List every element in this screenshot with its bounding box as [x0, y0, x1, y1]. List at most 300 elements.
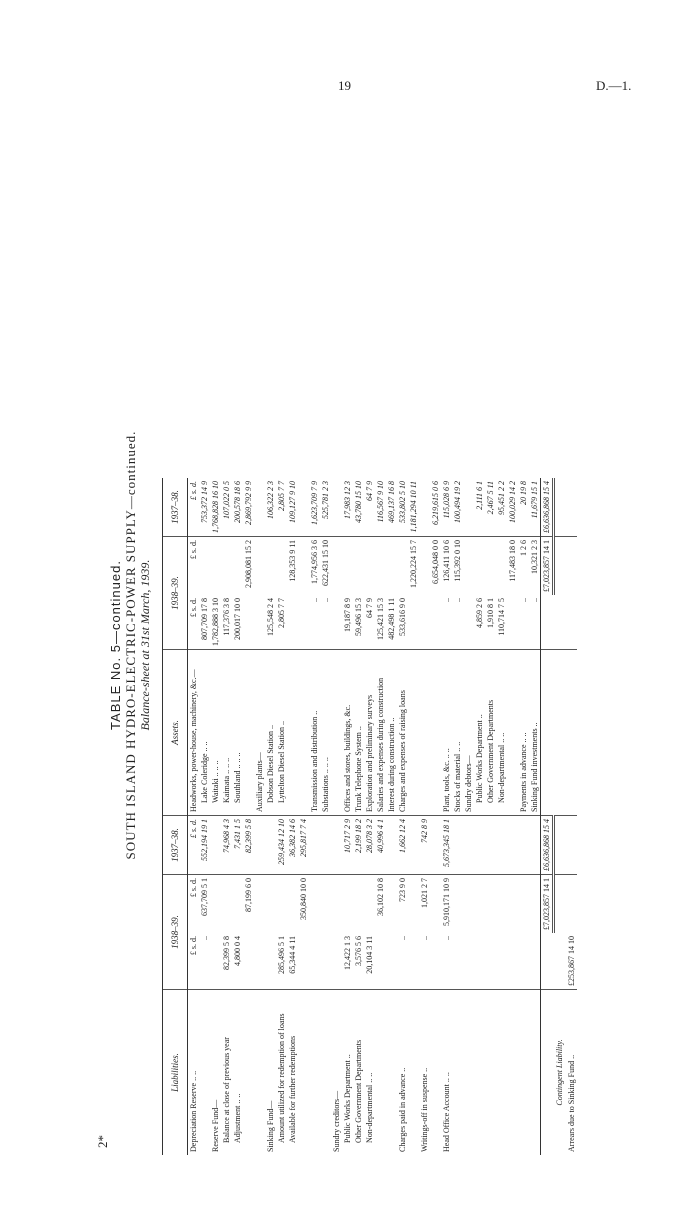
asset-item-1939: .. — [452, 595, 463, 650]
asset-1938: 753,372 14 9 — [199, 478, 210, 537]
asset-total-1939: 10,321 2 3 — [529, 537, 541, 596]
liability-item-1939 — [452, 933, 463, 990]
liability-item-1939 — [507, 933, 518, 990]
table-row — [430, 478, 441, 1155]
liability-label — [199, 990, 210, 1156]
liability-1938: 28,078 3 2 — [364, 816, 375, 875]
total-liabilities-1939: £7,023,857 14 1 — [541, 875, 554, 934]
table-row — [298, 478, 309, 1155]
liability-total-1939 — [474, 875, 485, 934]
asset-total-1939 — [485, 537, 496, 596]
liability-1938 — [254, 816, 265, 875]
table-row — [474, 478, 485, 1155]
header-row — [163, 478, 188, 1155]
asset-item-1939: 807,709 17 8 — [199, 595, 210, 650]
asset-label: Plant, tools, &c. .. .. — [441, 650, 452, 816]
table-row — [507, 478, 518, 1155]
liability-total-1939 — [386, 875, 397, 934]
page-reference: D.—1. — [596, 78, 632, 93]
asset-item-1939: 482,498 1 11 — [386, 595, 397, 650]
liability-total-1939 — [342, 875, 353, 934]
liability-total-1939 — [265, 875, 276, 934]
asset-1938 — [463, 478, 474, 537]
table-row — [364, 478, 375, 1155]
rotated-balance-sheet — [108, 135, 628, 1155]
liability-1938 — [408, 816, 419, 875]
contingent-label: Arrears due to Sinking Fund .. — [567, 1054, 576, 1152]
asset-label — [507, 650, 518, 816]
liability-item-1939 — [298, 933, 309, 990]
table-row — [375, 478, 386, 1155]
asset-label — [287, 650, 298, 816]
liability-item-1939: 20,104 3 11 — [364, 933, 375, 990]
asset-label: Payments in advance .. .. — [518, 650, 529, 816]
asset-total-1939 — [276, 537, 287, 596]
table-row — [529, 478, 541, 1155]
liability-label: Available for further redemptions — [288, 1035, 297, 1143]
asset-total-1939 — [199, 537, 210, 596]
liability-label — [386, 990, 397, 1156]
table-subtitle: Balance-sheet at 31st March, 1939. — [138, 559, 152, 731]
asset-item-1939: 59,496 15 3 — [353, 595, 364, 650]
liability-item-1939: .. — [397, 933, 408, 990]
table-row — [309, 478, 320, 1155]
asset-1938: 1,181,294 10 11 — [408, 478, 419, 537]
asset-item-1939: .. — [320, 595, 331, 650]
liability-label — [452, 990, 463, 1156]
contingent-value: £253,867 14 10 — [566, 933, 577, 990]
liability-label — [507, 990, 518, 1156]
liability-1938 — [430, 816, 441, 875]
asset-label: Auxiliary plants— — [254, 650, 265, 816]
total-assets-1939: £7,023,857 14 1 — [541, 537, 554, 596]
liability-item-1939 — [496, 933, 507, 990]
asset-total-1939 — [342, 537, 353, 596]
liability-total-1939: 350,840 10 0 — [299, 878, 308, 920]
asset-1938: 95,451 2 2 — [496, 478, 507, 537]
liability-1938: 742 8 9 — [419, 816, 430, 875]
liability-total-1939 — [309, 875, 320, 934]
table-row — [331, 478, 342, 1155]
asset-1938: 525,781 2 3 — [320, 478, 331, 537]
table-row — [221, 478, 232, 1155]
title-block — [108, 135, 153, 1155]
liability-1938 — [386, 816, 397, 875]
totals-row — [541, 478, 554, 1155]
table-row — [408, 478, 419, 1155]
asset-1938: 109,127 9 10 — [287, 478, 298, 537]
footer-mark: 2* — [95, 1135, 110, 1148]
asset-1938 — [254, 478, 265, 537]
liability-total-1939 — [353, 875, 364, 934]
asset-1938: 11,679 15 1 — [529, 478, 541, 537]
asset-1938: 100,029 14 2 — [507, 478, 518, 537]
liability-total-1939 — [287, 875, 298, 934]
asset-total-1939: 622,431 15 10 — [321, 540, 330, 586]
asset-item-1939: 4,859 2 6 — [474, 595, 485, 650]
asset-label: Offices and stores, buildings, &c. — [342, 650, 353, 816]
liability-label — [430, 990, 441, 1156]
liability-1938: 7,431 1 5 — [232, 816, 243, 875]
liability-total-1939 — [331, 875, 342, 934]
table-row — [210, 478, 221, 1155]
liability-item-1939 — [320, 933, 331, 990]
table-title: SOUTH ISLAND HYDRO-ELECTRIC-POWER SUPPLY—continued. — [123, 430, 138, 860]
liability-item-1939 — [243, 933, 254, 990]
table-row — [441, 478, 452, 1155]
liability-total-1939 — [452, 875, 463, 934]
asset-total-1939: 128,353 9 11 — [288, 540, 297, 582]
asset-total-1939 — [419, 537, 430, 596]
asset-label: Salaries and expenses during construction — [375, 650, 386, 816]
year-1939-liabilities-header: 1938–39. — [163, 875, 188, 990]
asset-total-1939: 126,411 10 6 — [442, 540, 451, 582]
asset-item-1939 — [298, 595, 309, 650]
asset-label — [298, 650, 309, 816]
table-row — [386, 478, 397, 1155]
liability-total-1939 — [529, 875, 541, 934]
table-row — [199, 478, 210, 1155]
liability-label: Writings-off in suspense .. — [420, 1067, 429, 1152]
liability-item-1939: .. — [199, 933, 210, 990]
asset-item-1939: 19,187 8 9 — [342, 595, 353, 650]
asset-total-1939 — [210, 537, 221, 596]
liability-label — [309, 990, 320, 1156]
asset-1938: 115,028 6 9 — [441, 478, 452, 537]
asset-1938: 107,022 0 5 — [221, 478, 232, 537]
contingent-row — [566, 478, 577, 1155]
table-row — [452, 478, 463, 1155]
asset-label: Sundry debtors— — [463, 650, 474, 816]
year-1938-assets-header: 1937–38. — [163, 478, 188, 537]
asset-item-1939 — [430, 595, 441, 650]
liability-item-1939: 82,399 5 8 — [221, 933, 232, 990]
total-liabilities-1938: £6,636,868 15 4 — [541, 816, 554, 875]
liability-1938 — [452, 816, 463, 875]
liability-label: Balance at close of previous year — [222, 1037, 231, 1143]
asset-item-1939: .. — [529, 595, 541, 650]
liability-item-1939 — [386, 933, 397, 990]
liability-1938: 1,662 12 4 — [397, 816, 408, 875]
liability-label: Charges paid in advance .. — [398, 1067, 407, 1152]
table-row — [320, 478, 331, 1155]
liability-label — [518, 990, 529, 1156]
asset-label: Lake Coleridge .. .. — [199, 650, 210, 816]
table-row — [232, 478, 243, 1155]
asset-label — [408, 650, 419, 816]
liability-1938 — [507, 816, 518, 875]
table-row — [496, 478, 507, 1155]
asset-total-1939: 2,908,081 15 2 — [244, 540, 253, 588]
table-row — [243, 478, 254, 1155]
liability-item-1939 — [254, 933, 265, 990]
liability-label: Head Office Account .. .. — [442, 1072, 451, 1152]
asset-total-1939 — [298, 537, 309, 596]
table-row — [188, 478, 200, 1155]
liability-item-1939 — [474, 933, 485, 990]
liability-1938: 5,673,345 18 1 — [441, 816, 452, 875]
table-row — [353, 478, 364, 1155]
asset-1938: 2,111 6 1 — [474, 478, 485, 537]
asset-1938 — [331, 478, 342, 537]
liability-1938 — [518, 816, 529, 875]
asset-total-1939: 1,774,956 3 6 — [310, 540, 319, 584]
liability-total-1939 — [254, 875, 265, 934]
asset-item-1939 — [408, 595, 419, 650]
liability-label — [298, 990, 309, 1156]
asset-item-1939 — [331, 595, 342, 650]
liability-1938: 36,382 14 6 — [287, 816, 298, 875]
liability-1938 — [496, 816, 507, 875]
asset-1938: 116,567 9 10 — [375, 478, 386, 537]
table-row — [463, 478, 474, 1155]
asset-item-1939 — [507, 595, 518, 650]
asset-total-1939 — [386, 537, 397, 596]
liability-label: Sinking Fund— — [266, 1100, 275, 1152]
contingent-heading-row — [554, 478, 567, 1155]
asset-label: Trunk Telephone System .. — [353, 650, 364, 816]
liability-label — [375, 990, 386, 1156]
liability-label — [474, 990, 485, 1156]
table-row — [265, 478, 276, 1155]
liability-1938: 40,996 4 1 — [375, 816, 386, 875]
asset-label — [430, 650, 441, 816]
liability-1938: 295,817 7 4 — [298, 816, 309, 875]
liability-item-1939 — [485, 933, 496, 990]
liability-total-1939 — [408, 875, 419, 934]
asset-item-1939: 533,616 9 0 — [397, 595, 408, 650]
liability-total-1939 — [364, 875, 375, 934]
table-row — [287, 478, 298, 1155]
liability-item-1939: 4,800 0 4 — [232, 933, 243, 990]
liability-1938 — [474, 816, 485, 875]
liability-total-1939 — [430, 875, 441, 934]
asset-item-1939: 125,421 15 3 — [375, 595, 386, 650]
asset-total-1939 — [474, 537, 485, 596]
asset-item-1939: .. — [441, 595, 452, 650]
asset-total-1939 — [397, 537, 408, 596]
asset-item-1939: £ s. d. — [188, 595, 200, 650]
asset-total-1939: £ s. d. — [189, 540, 198, 560]
table-row — [276, 478, 287, 1155]
asset-1938: 1,623,709 7 9 — [309, 478, 320, 537]
liability-1938: £ s. d. — [188, 816, 200, 875]
liability-label: Non-departmental .. .. — [365, 1072, 374, 1143]
asset-label — [243, 650, 254, 816]
year-1939-assets-header: 1938–39. — [163, 537, 188, 650]
liability-1938: 10,717 2 9 — [342, 816, 353, 875]
asset-1938: 533,802 5 10 — [397, 478, 408, 537]
table-row — [254, 478, 265, 1155]
asset-label: Lyttelton Diesel Station .. — [276, 650, 287, 816]
asset-total-1939 — [232, 537, 243, 596]
liability-item-1939 — [375, 933, 386, 990]
asset-label: Kaimata .. .. .. — [221, 650, 232, 816]
asset-total-1939 — [496, 537, 507, 596]
liability-total-1939 — [221, 875, 232, 934]
asset-item-1939: 200,017 10 0 — [232, 595, 243, 650]
liability-1938 — [309, 816, 320, 875]
liability-label — [485, 990, 496, 1156]
contingent-heading: Contingent Liability. — [554, 1039, 564, 1106]
liability-1938 — [210, 816, 221, 875]
asset-1938: 2,869,792 9 9 — [243, 478, 254, 537]
asset-total-1939 — [375, 537, 386, 596]
asset-total-1939: 1 2 6 — [519, 540, 528, 556]
asset-1938: 2,805 7 7 — [276, 478, 287, 537]
asset-1938: 6,219,615 0 6 — [430, 478, 441, 537]
liability-label: Adjustment .. .. — [233, 1093, 242, 1143]
liability-total-1939 — [485, 875, 496, 934]
asset-1938: 200,578 18 6 — [232, 478, 243, 537]
liability-label: Sundry creditors— — [332, 1090, 341, 1152]
liability-label — [408, 990, 419, 1156]
page-number: 19 — [338, 78, 351, 93]
asset-label: Sinking Fund investments .. — [529, 650, 541, 816]
asset-label: Exploration and preliminary surveys — [364, 650, 375, 816]
liability-1938 — [331, 816, 342, 875]
asset-label: Stocks of material .. .. — [452, 650, 463, 816]
table-row — [397, 478, 408, 1155]
asset-item-1939: .. — [518, 595, 529, 650]
asset-1938: 469,137 16 8 — [386, 478, 397, 537]
asset-item-1939: 1,910 8 1 — [485, 595, 496, 650]
liability-item-1939: .. — [419, 933, 430, 990]
asset-1938: 2,467 5 11 — [485, 478, 496, 537]
liability-total-1939: 1,021 2 7 — [420, 878, 429, 908]
liability-item-1939 — [408, 933, 419, 990]
liability-label: Reserve Fund— — [211, 1099, 220, 1152]
liability-item-1939 — [529, 933, 541, 990]
asset-item-1939: 117,376 3 8 — [221, 595, 232, 650]
liability-item-1939 — [331, 933, 342, 990]
asset-total-1939: 117,483 18 0 — [508, 540, 517, 582]
asset-total-1939 — [353, 537, 364, 596]
liability-label — [496, 990, 507, 1156]
asset-1938: 100,494 19 2 — [452, 478, 463, 537]
asset-total-1939: 6,654,048 0 0 — [431, 540, 440, 584]
asset-item-1939: .. — [309, 595, 320, 650]
liability-item-1939 — [430, 933, 441, 990]
asset-1938: 106,322 2 3 — [265, 478, 276, 537]
asset-item-1939: 1,782,888 3 10 — [210, 595, 221, 650]
liability-total-1939: 723 9 0 — [398, 878, 407, 902]
total-assets-1938: £6,636,868 15 4 — [541, 478, 554, 537]
table-row — [485, 478, 496, 1155]
liabilities-header: Liabilities. — [163, 990, 188, 1156]
liability-label — [529, 990, 541, 1156]
table-number: TABLE No. 5—continued. — [108, 560, 123, 730]
liability-total-1939 — [518, 875, 529, 934]
asset-item-1939: 110,714 7 5 — [496, 595, 507, 650]
liability-label: Depreciation Reserve .. .. — [189, 1070, 198, 1152]
assets-header: Assets. — [163, 650, 188, 816]
asset-label: Transmission and distribution .. — [309, 650, 320, 816]
table-row — [342, 478, 353, 1155]
asset-1938: 17,983 12 3 — [342, 478, 353, 537]
asset-label: Charges and expenses of raising loans — [397, 650, 408, 816]
liability-1938 — [529, 816, 541, 875]
asset-total-1939 — [221, 537, 232, 596]
liability-item-1939: 285,496 5 1 — [276, 933, 287, 990]
asset-label: Dobson Diesel Station .. — [265, 650, 276, 816]
asset-label — [331, 650, 342, 816]
asset-total-1939 — [331, 537, 342, 596]
asset-1938: £ s. d. — [188, 478, 200, 537]
liability-1938 — [265, 816, 276, 875]
asset-item-1939 — [463, 595, 474, 650]
asset-total-1939 — [254, 537, 265, 596]
table-body — [188, 478, 541, 1155]
asset-item-1939: 2,805 7 7 — [276, 595, 287, 650]
liability-total-1939 — [210, 875, 221, 934]
liability-label: Public Works Department .. — [343, 1054, 352, 1143]
asset-total-1939 — [265, 537, 276, 596]
liability-total-1939: 87,199 6 0 — [244, 878, 253, 912]
liability-item-1939: £ s. d. — [188, 933, 200, 990]
asset-item-1939 — [254, 595, 265, 650]
liability-1938 — [320, 816, 331, 875]
liability-total-1939 — [507, 875, 518, 934]
liability-total-1939 — [320, 875, 331, 934]
asset-item-1939: 64 7 9 — [364, 595, 375, 650]
liability-1938 — [463, 816, 474, 875]
asset-label — [419, 650, 430, 816]
asset-item-1939 — [419, 595, 430, 650]
liability-label — [463, 990, 474, 1156]
asset-total-1939: 1,220,224 15 7 — [409, 540, 418, 588]
liability-item-1939 — [463, 933, 474, 990]
asset-label: Substations .. .. .. — [320, 650, 331, 816]
asset-label: Interest during construction .. — [386, 650, 397, 816]
asset-label: Public Works Department .. — [474, 650, 485, 816]
liability-label — [254, 990, 265, 1156]
asset-1938: 43,780 15 10 — [353, 478, 364, 537]
asset-total-1939: 115,392 0 10 — [453, 540, 462, 582]
asset-item-1939 — [243, 595, 254, 650]
asset-1938: 64 7 9 — [364, 478, 375, 537]
asset-total-1939 — [463, 537, 474, 596]
liability-1938 — [485, 816, 496, 875]
liability-total-1939 — [232, 875, 243, 934]
asset-label: Non-departmental .. .. — [496, 650, 507, 816]
liability-total-1939: 637,709 5 1 — [200, 878, 209, 916]
liability-item-1939: .. — [441, 933, 452, 990]
liability-1938: 2,199 18 2 — [353, 816, 364, 875]
liability-total-1939 — [463, 875, 474, 934]
liability-label: Other Government Departments — [354, 1039, 363, 1143]
asset-label: Southland .. .. .. — [232, 650, 243, 816]
asset-label: Headworks, power-house, machinery, &c.— — [188, 650, 200, 816]
liability-label — [243, 990, 254, 1156]
liability-total-1939 — [496, 875, 507, 934]
liability-label: Amount utilized for redemption of loans — [277, 1013, 286, 1143]
liability-1938: 82,399 5 8 — [243, 816, 254, 875]
liability-1938: 552,194 19 1 — [199, 816, 210, 875]
liability-1938: 74,968 4 3 — [221, 816, 232, 875]
liability-item-1939 — [309, 933, 320, 990]
asset-1938 — [298, 478, 309, 537]
table-row — [518, 478, 529, 1155]
liability-total-1939: 36,102 10 8 — [376, 878, 385, 916]
liability-1938: 259,434 12 10 — [276, 816, 287, 875]
liability-item-1939 — [265, 933, 276, 990]
asset-1938: 20 19 8 — [518, 478, 529, 537]
liability-total-1939: 5,910,171 10 9 — [442, 878, 451, 926]
asset-item-1939: 125,548 2 4 — [265, 595, 276, 650]
liability-item-1939 — [210, 933, 221, 990]
asset-label: Other Government Departments — [485, 650, 496, 816]
